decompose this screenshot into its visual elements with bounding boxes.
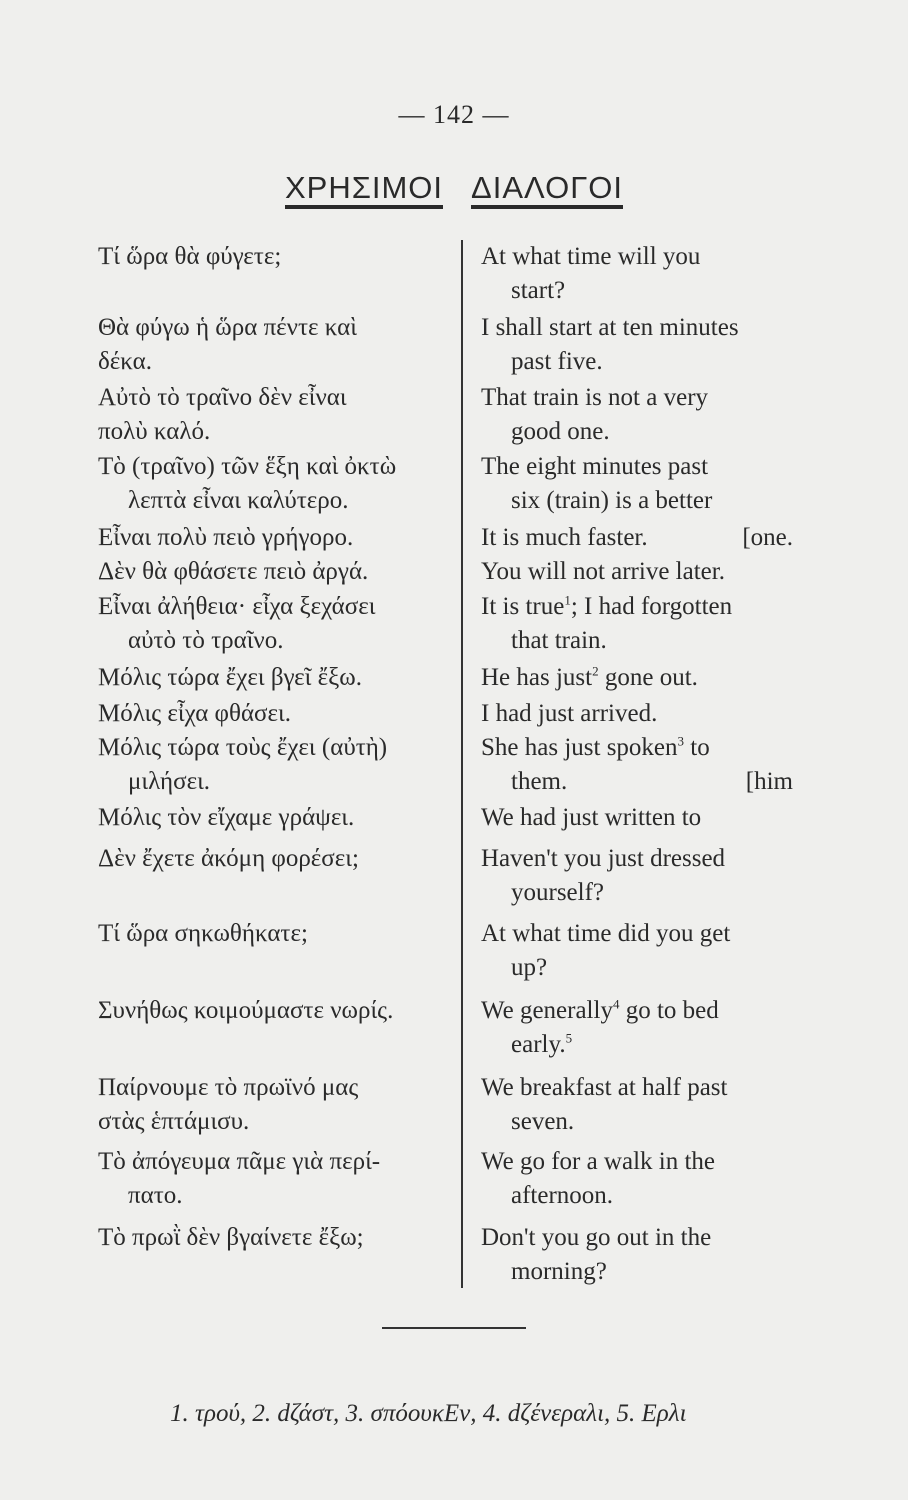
- english-phrase-2: I shall start at ten minutes past five.: [481, 314, 739, 375]
- footnote-ref-1: 1: [564, 592, 571, 608]
- greek-phrase-3: Αὐτὸ τὸ τραῖνο δὲν εἶναι πολὺ καλό.: [98, 384, 347, 445]
- english-phrase-11: We had just written to: [481, 804, 702, 831]
- greek-phrase-16: Τὸ ἀπόγευμα πᾶμε γιὰ περί- πατο.: [98, 1148, 381, 1209]
- footnote-ref-2: 2: [592, 663, 599, 679]
- english-phrase-17: Don't you go out in the morning?: [481, 1224, 712, 1285]
- title-left: ΧΡΗΣΙΜΟΙ: [285, 170, 443, 209]
- greek-phrase-8: Μόλις τώρα ἔχει βγεῖ ἔξω.: [98, 664, 362, 691]
- greek-phrase-10: Μόλις τώρα τοὺς ἔχει (αὐτὴ) μιλήσει.: [98, 734, 388, 795]
- english-phrase-4: The eight minutes past six (train) is a better: [481, 453, 713, 514]
- english-phrase-12: Haven't you just dressed yourself?: [481, 845, 726, 906]
- english-phrase-14: We generally$^4$ go to bed early.$^5$: [481, 996, 719, 1058]
- page-number: — 142 —: [398, 100, 510, 129]
- title-right: ΔΙΑΛΟΓΟΙ: [471, 170, 623, 209]
- english-phrase-16: We go for a walk in the afternoon.: [481, 1148, 716, 1209]
- english-phrase-7: It is true$^1$; I had forgotten that train.: [481, 592, 733, 654]
- greek-phrase-4: Τὸ (τραῖνο) τῶν ἕξη καὶ ὀκτὼ λεπτὰ εἶναι καλύτερο.: [98, 453, 397, 514]
- english-phrase-13: At what time did you get up?: [481, 920, 731, 981]
- column-divider: [461, 240, 463, 1288]
- english-phrase-5: It is much faster. [one.: [481, 524, 793, 551]
- english-phrase-3: That train is not a very good one.: [481, 384, 709, 445]
- footnote-rule: [382, 1327, 526, 1329]
- greek-phrase-15: Παίρνουμε τὸ πρωϊνό μας στὰς ἑπτάμισυ.: [98, 1074, 359, 1135]
- greek-phrase-17: Τὸ πρωῒ δὲν βγαίνετε ἔξω;: [98, 1224, 364, 1251]
- english-phrase-15: We breakfast at half past seven.: [481, 1074, 728, 1135]
- greek-phrase-1: Τί ὥρα θὰ φύγετε;: [98, 243, 282, 270]
- footnote-ref-5: 5: [565, 1030, 573, 1046]
- greek-phrase-14: Συνήθως κοιμούμαστε νωρίς.: [98, 997, 394, 1024]
- page-title: [0, 170, 908, 206]
- footnotes: 1. τρού, 2. dζάστ, 3. σπόουκΕν, 4. dζένεραλι, 5. Ερλι: [170, 1400, 687, 1427]
- greek-phrase-13: Τί ὥρα σηκωθήκατε;: [98, 920, 308, 947]
- greek-phrase-11: Μόλις τὸν εἴχαμε γράψει.: [98, 804, 355, 831]
- english-phrase-10: She has just spoken$^3$ to them. [him: [481, 733, 793, 795]
- greek-phrase-7: Εἶναι ἀλήθεια· εἶχα ξεχάσει αὐτὸ τὸ τραῖνο.: [98, 593, 376, 654]
- english-phrase-1: At what time will you start?: [481, 243, 701, 304]
- footnote-ref-4: 4: [612, 996, 620, 1012]
- english-phrase-9: I had just arrived.: [481, 700, 658, 727]
- english-phrase-6: You will not arrive later.: [481, 558, 725, 585]
- greek-phrase-2: Θὰ φύγω ἡ ὥρα πέντε καὶ δέκα.: [98, 314, 357, 375]
- greek-phrase-12: Δὲν ἔχετε ἀκόμη φορέσει;: [98, 845, 359, 872]
- greek-phrase-9: Μόλις εἶχα φθάσει.: [98, 700, 291, 727]
- english-phrase-8: He has just$^2$ gone out.: [481, 663, 698, 691]
- footnote-ref-3: 3: [677, 733, 685, 749]
- greek-phrase-6: Δὲν θὰ φθάσετε πειὸ ἀργά.: [98, 558, 369, 585]
- greek-phrase-5: Εἶναι πολὺ πειὸ γρήγορο.: [98, 524, 354, 551]
